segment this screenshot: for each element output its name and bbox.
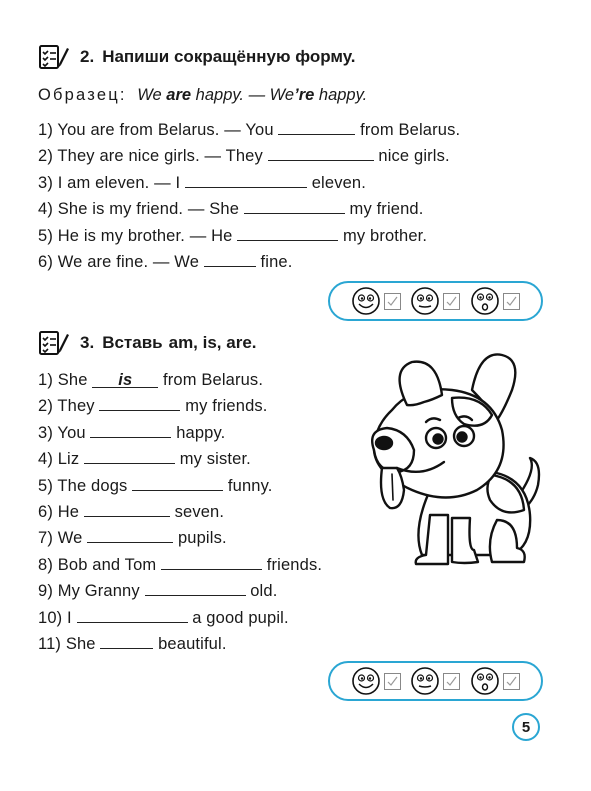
self-check-item[interactable] [351,666,401,696]
check-box[interactable] [443,673,460,690]
task-2-title: Напиши сокращённую форму. [102,47,356,66]
item-ending: seven. [174,502,225,521]
item-ending: from Belarus. [360,121,461,139]
task-3-title: Вставь [102,333,163,352]
item-prompt: Liz [57,450,80,469]
answer-blank[interactable] [84,502,170,517]
happy-face-icon [351,286,381,316]
task-2-number: 2. [80,47,95,66]
dog-illustration [352,350,552,575]
item-ending: a good pupil. [192,608,289,627]
item-prompt: They [57,397,95,416]
task-3-title-words: am, is, are. [168,333,257,352]
item-number: 1) [38,371,53,389]
sample-part: happy. — We [195,86,295,104]
answer-blank[interactable] [132,476,223,491]
item-ending: my brother. [342,226,428,245]
item-number: 5) [38,476,53,495]
item-number: 10) [38,608,63,627]
item-ending: from Belarus. [163,371,264,389]
item-ending: my sister. [179,450,251,469]
sample-label: Образец: [38,86,127,104]
item-prompt: You are from Belarus. — You [57,121,274,139]
task2-item [38,223,460,249]
answer-blank[interactable] [161,555,262,570]
worried-face-icon [470,666,500,696]
item-number: 1) [38,121,53,139]
answer-blank[interactable] [268,146,374,161]
item-ending: pupils. [177,529,227,548]
task3-item [38,605,322,631]
self-check-item[interactable] [470,666,520,696]
item-ending: old. [250,582,278,601]
answer-blank[interactable] [145,581,246,596]
check-box[interactable] [384,293,401,310]
item-number: 4) [38,200,53,219]
answer-blank[interactable] [204,252,256,267]
neutral-face-icon [410,286,440,316]
answer-blank[interactable] [100,634,153,649]
self-check-item[interactable] [410,666,460,696]
answer-blank[interactable] [278,120,355,135]
item-ending: funny. [227,476,273,495]
task-3-list [38,367,322,657]
self-check-item[interactable] [470,286,520,316]
item-prompt: You [57,423,86,442]
self-check-panel [328,661,543,701]
item-prompt: He is my brother. — He [57,226,233,245]
item-number: 11) [38,634,62,653]
item-ending: my friends. [185,397,268,416]
item-prompt: She [57,371,88,389]
item-ending: my friend. [349,200,424,219]
item-ending: eleven. [311,173,366,192]
item-ending: fine. [260,252,293,271]
item-number: 9) [38,582,53,601]
check-box[interactable] [503,673,520,690]
item-number: 7) [38,529,53,548]
item-prompt: I [67,608,72,627]
task2-item [38,170,460,196]
answer-blank[interactable] [237,226,338,241]
check-box[interactable] [384,673,401,690]
task3-item [38,446,322,472]
self-check-item[interactable] [410,286,460,316]
answer-blank[interactable] [90,423,171,438]
self-check-item[interactable] [351,286,401,316]
answer-blank[interactable] [99,396,180,411]
answer-blank[interactable] [244,199,345,214]
task-2-header [38,42,355,72]
item-number: 3) [38,173,53,192]
item-prompt: She [65,634,96,653]
item-number: 8) [38,555,53,574]
item-ending: happy. [176,423,226,442]
task-3-header [38,328,257,358]
answer-blank[interactable] [84,449,175,464]
item-prompt: Bob and Tom [57,555,157,574]
item-prompt: They are nice girls. — They [57,147,263,166]
neutral-face-icon [410,666,440,696]
sample-part: We [137,86,162,104]
task3-item [38,499,322,525]
task3-item [38,525,322,551]
item-number: 6) [38,252,53,271]
item-number: 4) [38,450,53,469]
check-box[interactable] [443,293,460,310]
task-2-list [38,117,460,275]
task3-item [38,393,322,419]
item-ending: friends. [266,555,323,574]
sample-sentence [38,86,367,105]
task2-item [38,196,460,222]
task3-item [38,420,322,446]
item-number: 2) [38,147,53,166]
answer-blank[interactable]: is [92,373,158,388]
item-number: 6) [38,502,53,521]
item-number: 5) [38,226,53,245]
item-ending: beautiful. [158,634,227,653]
item-number: 2) [38,397,53,416]
task2-item [38,117,460,143]
item-prompt: The dogs [57,476,128,495]
check-box[interactable] [503,293,520,310]
sample-part-bold: are [166,86,192,104]
task2-item [38,249,460,275]
item-prompt: She is my friend. — She [57,200,240,219]
item-prompt: We are fine. — We [57,252,200,271]
task3-item [38,631,322,657]
checklist-pencil-icon [38,42,70,72]
page-number: 5 [512,713,540,741]
task-3-number: 3. [80,333,95,352]
task3-item [38,367,322,393]
answer-blank[interactable] [185,173,307,188]
happy-face-icon [351,666,381,696]
task3-item [38,552,322,578]
item-ending: nice girls. [378,147,450,166]
item-number: 3) [38,423,53,442]
worried-face-icon [470,286,500,316]
checklist-pencil-icon [38,328,70,358]
item-prompt: We [57,529,83,548]
task3-item [38,473,322,499]
item-prompt: He [57,502,80,521]
sample-part-bold: ’re [294,86,315,104]
answer-blank[interactable] [87,528,173,543]
task3-item [38,578,322,604]
item-prompt: My Granny [57,582,140,601]
answer-blank[interactable] [77,608,188,623]
task2-item [38,143,460,169]
sample-part: happy. [318,86,368,104]
item-prompt: I am eleven. — I [57,173,181,192]
self-check-panel [328,281,543,321]
